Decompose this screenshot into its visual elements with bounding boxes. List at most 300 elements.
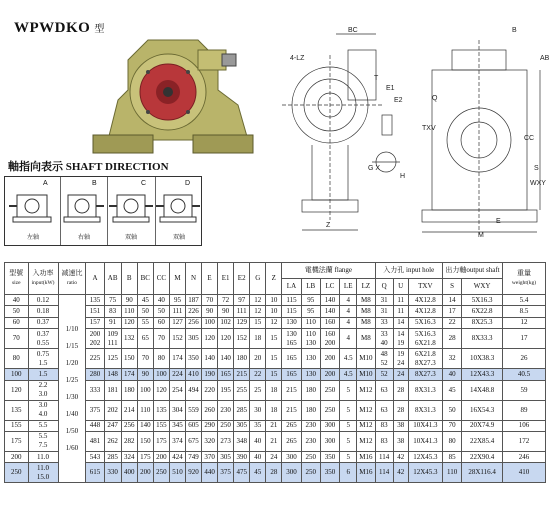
table-cell: M12 bbox=[357, 431, 375, 451]
table-cell: 181 bbox=[104, 380, 121, 400]
table-cell: 200 bbox=[320, 369, 339, 380]
table-cell: 5 bbox=[340, 431, 357, 451]
table-cell: 22 bbox=[442, 317, 461, 328]
table-cell: 11 bbox=[393, 306, 408, 317]
shaft-direction-diagram bbox=[4, 176, 202, 246]
shaft-panel-c: C 双轴 bbox=[107, 177, 156, 245]
table-cell: 4X12.8 bbox=[408, 306, 442, 317]
table-cell: 16X54.3 bbox=[462, 400, 503, 420]
table-cell: 285 bbox=[234, 400, 250, 420]
table-cell: 20 bbox=[250, 349, 266, 369]
table-cell: 33 bbox=[375, 317, 393, 328]
header-g: G bbox=[250, 263, 266, 295]
table-cell: 280 bbox=[86, 369, 104, 380]
table-cell: 110 bbox=[301, 317, 320, 328]
shaft-panel-b: B 右轴 bbox=[60, 177, 108, 245]
table-cell: 180 bbox=[301, 400, 320, 420]
table-cell: 15 bbox=[266, 349, 282, 369]
table-cell: 18 bbox=[250, 329, 266, 349]
header-cc: CC bbox=[153, 263, 169, 295]
table-cell: 481 bbox=[86, 431, 104, 451]
table-cell: 130 165 bbox=[282, 329, 301, 349]
table-cell: 40 bbox=[442, 369, 461, 380]
table-cell: 226 bbox=[185, 306, 201, 317]
svg-text:WXY: WXY bbox=[530, 180, 546, 187]
table-cell: 140 bbox=[218, 349, 234, 369]
table-cell: 132 bbox=[121, 329, 137, 349]
table-row bbox=[5, 329, 546, 349]
table-cell: 370 bbox=[202, 451, 218, 462]
gearbox-photo bbox=[88, 30, 256, 160]
table-cell: 8X31.3 bbox=[408, 400, 442, 420]
table-cell: 180 bbox=[301, 380, 320, 400]
table-cell: 100 bbox=[202, 317, 218, 328]
table-cell: 6 bbox=[340, 463, 357, 483]
table-cell: 250 bbox=[218, 420, 234, 431]
table-cell: 172 bbox=[502, 431, 545, 451]
table-cell: 255 bbox=[234, 380, 250, 400]
dimension-drawing bbox=[282, 20, 550, 240]
table-cell: 160 bbox=[320, 317, 339, 328]
table-cell: 28 bbox=[393, 400, 408, 420]
table-cell: 38 bbox=[393, 420, 408, 431]
table-row bbox=[5, 306, 546, 317]
table-cell: M16 bbox=[357, 463, 375, 483]
table-cell: 175 bbox=[153, 431, 169, 451]
table-cell: 24 bbox=[393, 369, 408, 380]
svg-text:E1: E1 bbox=[386, 85, 395, 92]
table-cell: 28 bbox=[442, 329, 461, 349]
table-cell: 95 bbox=[301, 306, 320, 317]
ratio-cell bbox=[58, 295, 86, 483]
table-cell: 59 bbox=[502, 380, 545, 400]
table-cell: 25 bbox=[250, 380, 266, 400]
table-cell: 70 bbox=[202, 295, 218, 306]
table-cell: 135 bbox=[5, 400, 29, 420]
table-cell: 3.0 4.0 bbox=[28, 400, 58, 420]
table-cell: 230 bbox=[301, 431, 320, 451]
table-cell: 28X116.4 bbox=[462, 463, 503, 483]
table-row bbox=[5, 463, 546, 483]
table-cell: 5 bbox=[340, 380, 357, 400]
table-cell: 40 bbox=[250, 451, 266, 462]
table-cell: 45 bbox=[250, 463, 266, 483]
table-cell: 305 bbox=[234, 420, 250, 431]
table-cell: 230 bbox=[218, 400, 234, 420]
header-la: LA bbox=[282, 279, 301, 295]
table-cell: 19 24 bbox=[393, 349, 408, 369]
table-cell: 5 bbox=[340, 420, 357, 431]
table-cell: 80 bbox=[442, 431, 461, 451]
table-cell: 202 bbox=[104, 400, 121, 420]
table-cell: 20X74.9 bbox=[462, 420, 503, 431]
table-cell: 256 bbox=[121, 420, 137, 431]
shaft-panel-d: D 双轴 bbox=[155, 177, 201, 245]
table-cell: 18 bbox=[266, 400, 282, 420]
table-cell: 8.5 bbox=[502, 306, 545, 317]
table-cell: 543 bbox=[86, 451, 104, 462]
svg-text:E: E bbox=[496, 218, 501, 225]
table-cell: 5.5 7.5 bbox=[28, 431, 58, 451]
header-e: E bbox=[202, 263, 218, 295]
header-txv: TXV bbox=[408, 279, 442, 295]
table-cell: 100 bbox=[5, 369, 29, 380]
table-cell: 215 bbox=[282, 380, 301, 400]
table-cell: 448 bbox=[86, 420, 104, 431]
table-cell: 22X90.4 bbox=[462, 451, 503, 462]
table-cell: 115 bbox=[282, 306, 301, 317]
table-cell: 10 bbox=[266, 306, 282, 317]
table-cell: 120 bbox=[153, 380, 169, 400]
table-cell: 15 bbox=[266, 369, 282, 380]
svg-text:E2: E2 bbox=[394, 97, 403, 104]
table-cell: 15 bbox=[266, 329, 282, 349]
table-cell: 38 bbox=[393, 431, 408, 451]
table-cell: 4X12.8 bbox=[408, 295, 442, 306]
table-row bbox=[5, 317, 546, 328]
table-cell: 50 bbox=[137, 306, 153, 317]
table-cell: M12 bbox=[357, 400, 375, 420]
table-cell: 348 bbox=[234, 431, 250, 451]
table-cell: 155 bbox=[153, 420, 169, 431]
table-cell: 224 bbox=[169, 369, 185, 380]
table-cell: 8X25.3 bbox=[462, 317, 503, 328]
table-cell: 10 bbox=[266, 295, 282, 306]
table-cell: 140 bbox=[202, 349, 218, 369]
ratio-value: 1/60 bbox=[65, 443, 79, 452]
table-cell: 70 bbox=[442, 420, 461, 431]
table-cell: 45 bbox=[442, 380, 461, 400]
svg-text:H: H bbox=[400, 173, 406, 180]
table-cell: 214 bbox=[121, 400, 137, 420]
ratio-value: 1/25 bbox=[65, 375, 79, 384]
header-z: Z bbox=[266, 263, 282, 295]
table-cell: M10 bbox=[357, 349, 375, 369]
svg-text:BC: BC bbox=[348, 27, 358, 34]
table-cell: 91 bbox=[104, 317, 121, 328]
svg-text:CC: CC bbox=[524, 135, 535, 142]
table-row bbox=[5, 380, 546, 400]
table-cell: 5X16.3 bbox=[462, 295, 503, 306]
table-cell: M12 bbox=[357, 420, 375, 431]
table-cell: 282 bbox=[121, 431, 137, 451]
table-cell: 510 bbox=[169, 463, 185, 483]
table-cell: 215 bbox=[282, 400, 301, 420]
table-cell: 5X16.3 bbox=[408, 317, 442, 328]
table-cell: 26 bbox=[502, 349, 545, 369]
table-row bbox=[5, 420, 546, 431]
table-cell: 12X45.3 bbox=[408, 463, 442, 483]
table-cell: 225 bbox=[86, 349, 104, 369]
table-cell: 304 bbox=[169, 400, 185, 420]
table-cell: 50 bbox=[153, 306, 169, 317]
table-cell: 300 bbox=[282, 463, 301, 483]
table-cell: 110 bbox=[137, 400, 153, 420]
table-cell: 424 bbox=[169, 451, 185, 462]
table-cell: 157 bbox=[86, 317, 104, 328]
header-bc: BC bbox=[137, 263, 153, 295]
ratio-value: 1/30 bbox=[65, 392, 79, 401]
table-cell: 24 bbox=[266, 451, 282, 462]
table-cell: 410 bbox=[185, 369, 201, 380]
table-cell: 14 bbox=[393, 317, 408, 328]
table-cell: 75 bbox=[104, 295, 121, 306]
table-cell: 22X85.4 bbox=[462, 431, 503, 451]
table-cell: 190 bbox=[202, 369, 218, 380]
table-cell: 60 bbox=[5, 317, 29, 328]
table-cell: 120 bbox=[121, 317, 137, 328]
svg-text:TXV: TXV bbox=[422, 125, 436, 132]
table-cell: 0.75 1.5 bbox=[28, 349, 58, 369]
table-cell: 165 bbox=[218, 369, 234, 380]
table-cell: 151 bbox=[86, 306, 104, 317]
table-cell: 374 bbox=[169, 431, 185, 451]
table-cell: 1.5 bbox=[28, 369, 58, 380]
table-cell: 12X43.3 bbox=[462, 369, 503, 380]
table-cell: M10 bbox=[357, 369, 375, 380]
table-cell: 152 bbox=[169, 329, 185, 349]
table-cell: 265 bbox=[282, 431, 301, 451]
table-cell: 35 bbox=[250, 420, 266, 431]
table-cell: 152 bbox=[234, 329, 250, 349]
table-cell: 148 bbox=[104, 369, 121, 380]
header-input: 入功率 input(kW) bbox=[28, 263, 58, 295]
table-cell: 10X41.3 bbox=[408, 420, 442, 431]
svg-text:G X: G X bbox=[368, 165, 381, 172]
header-lz: LZ bbox=[357, 279, 375, 295]
table-cell: 17 bbox=[442, 306, 461, 317]
table-cell: 0.37 bbox=[28, 317, 58, 328]
table-cell: 17 bbox=[502, 329, 545, 349]
table-cell: 110 bbox=[442, 463, 461, 483]
table-row bbox=[5, 369, 546, 380]
table-cell: 230 bbox=[301, 420, 320, 431]
table-cell: 920 bbox=[185, 463, 201, 483]
table-cell: 90 bbox=[137, 369, 153, 380]
table-cell: 200 bbox=[5, 451, 29, 462]
header-q: Q bbox=[375, 279, 393, 295]
table-cell: 130 bbox=[301, 369, 320, 380]
table-cell: 320 bbox=[202, 431, 218, 451]
table-cell: 21 bbox=[266, 431, 282, 451]
table-cell: 130 bbox=[282, 317, 301, 328]
table-cell: 63 bbox=[375, 400, 393, 420]
table-cell: 90 bbox=[202, 306, 218, 317]
table-cell: 180 bbox=[121, 380, 137, 400]
svg-text:Q: Q bbox=[432, 95, 438, 102]
table-cell: 305 bbox=[218, 451, 234, 462]
table-cell: 111 bbox=[169, 306, 185, 317]
ratio-value: 1/15 bbox=[65, 341, 79, 350]
table-cell: 140 bbox=[320, 295, 339, 306]
header-a: A bbox=[86, 263, 104, 295]
header-le: LE bbox=[340, 279, 357, 295]
header-b: B bbox=[121, 263, 137, 295]
table-cell: 114 bbox=[375, 451, 393, 462]
table-cell: 109 111 bbox=[104, 329, 121, 349]
table-cell: 60 bbox=[153, 317, 169, 328]
table-cell: 5 bbox=[340, 451, 357, 462]
table-cell: 14 bbox=[442, 295, 461, 306]
header-lb: LB bbox=[301, 279, 320, 295]
table-row bbox=[5, 400, 546, 420]
table-cell: 42 bbox=[393, 463, 408, 483]
table-cell: 265 bbox=[282, 420, 301, 431]
header-input-hole: 入力孔 input hole bbox=[375, 263, 442, 279]
ratio-value: 1/20 bbox=[65, 358, 79, 367]
table-cell: 90 bbox=[218, 306, 234, 317]
table-cell: M8 bbox=[357, 306, 375, 317]
table-cell: 8X27.3 bbox=[408, 369, 442, 380]
table-cell: 160 200 bbox=[320, 329, 339, 349]
table-cell: 4 bbox=[340, 317, 357, 328]
table-cell: 250 bbox=[5, 463, 29, 483]
table-cell: 440 bbox=[202, 463, 218, 483]
table-cell: 120 bbox=[218, 329, 234, 349]
table-cell: 0.37 0.55 bbox=[28, 329, 58, 349]
table-cell: 250 bbox=[301, 451, 320, 462]
table-cell: 22 bbox=[250, 369, 266, 380]
table-cell: 5X16.3 6X21.8 bbox=[408, 329, 442, 349]
table-cell: 350 bbox=[320, 451, 339, 462]
table-cell: 8X33.3 bbox=[462, 329, 503, 349]
table-cell: 324 bbox=[121, 451, 137, 462]
table-cell: 130 bbox=[301, 349, 320, 369]
table-cell: 180 bbox=[234, 349, 250, 369]
table-cell: 140 bbox=[320, 306, 339, 317]
table-cell: 48 52 bbox=[375, 349, 393, 369]
table-cell: 4 bbox=[340, 329, 357, 349]
table-cell: 4.5 bbox=[340, 349, 357, 369]
table-cell: 33 40 bbox=[375, 329, 393, 349]
header-ab: AB bbox=[104, 263, 121, 295]
table-cell: 215 bbox=[234, 369, 250, 380]
svg-text:M: M bbox=[478, 232, 484, 239]
table-cell: 50 bbox=[5, 306, 29, 317]
table-cell: 100 bbox=[153, 369, 169, 380]
table-cell: 30 bbox=[250, 400, 266, 420]
header-wxy: WXY bbox=[462, 279, 503, 295]
table-cell: 135 bbox=[153, 400, 169, 420]
table-cell: 21 bbox=[266, 420, 282, 431]
table-cell: 11.0 bbox=[28, 451, 58, 462]
table-cell: 410 bbox=[502, 463, 545, 483]
table-cell: 246 bbox=[502, 451, 545, 462]
table-cell: 55 bbox=[137, 317, 153, 328]
table-cell: 175 bbox=[137, 451, 153, 462]
table-row bbox=[5, 349, 546, 369]
table-cell: 110 130 bbox=[301, 329, 320, 349]
header-m: M bbox=[169, 263, 185, 295]
table-row bbox=[5, 431, 546, 451]
table-cell: 115 bbox=[282, 295, 301, 306]
table-cell: 28 bbox=[393, 380, 408, 400]
table-cell: 200 bbox=[137, 463, 153, 483]
table-cell: 18 bbox=[266, 380, 282, 400]
table-cell: 0.18 bbox=[28, 306, 58, 317]
table-cell: 300 bbox=[282, 451, 301, 462]
table-cell: 10X38.3 bbox=[462, 349, 503, 369]
header-s: S bbox=[442, 279, 461, 295]
table-cell: 195 bbox=[218, 380, 234, 400]
table-cell: 63 bbox=[375, 380, 393, 400]
header-u: U bbox=[393, 279, 408, 295]
table-cell: 80 bbox=[153, 349, 169, 369]
table-cell: 11 bbox=[393, 295, 408, 306]
table-cell: 250 bbox=[320, 400, 339, 420]
table-cell: 330 bbox=[104, 463, 121, 483]
table-cell: 300 bbox=[320, 420, 339, 431]
table-cell: 0.12 bbox=[28, 295, 58, 306]
table-cell: 615 bbox=[86, 463, 104, 483]
table-cell: 80 bbox=[5, 349, 29, 369]
header-flange: 電機法蘭 flange bbox=[282, 263, 375, 279]
table-cell: 165 bbox=[282, 369, 301, 380]
table-cell: 97 bbox=[234, 295, 250, 306]
table-cell: 187 bbox=[185, 295, 201, 306]
table-cell: 45 bbox=[137, 295, 153, 306]
svg-text:S: S bbox=[534, 165, 539, 172]
table-cell: 40 bbox=[153, 295, 169, 306]
table-cell: 333 bbox=[86, 380, 104, 400]
table-cell: 8X31.3 bbox=[408, 380, 442, 400]
table-cell: 72 bbox=[218, 295, 234, 306]
table-cell: 6X21.8 8X27.3 bbox=[408, 349, 442, 369]
table-cell: 273 bbox=[218, 431, 234, 451]
table-cell: 14 19 bbox=[393, 329, 408, 349]
table-cell: 102 bbox=[218, 317, 234, 328]
table-cell: 83 bbox=[375, 431, 393, 451]
table-cell: 127 bbox=[169, 317, 185, 328]
table-cell: 11.0 15.0 bbox=[28, 463, 58, 483]
table-cell: 345 bbox=[169, 420, 185, 431]
table-cell: 200 bbox=[320, 349, 339, 369]
table-cell: 14X48.8 bbox=[462, 380, 503, 400]
table-cell: 2.2 3.0 bbox=[28, 380, 58, 400]
header-n: N bbox=[185, 263, 201, 295]
table-cell: 250 bbox=[301, 463, 320, 483]
table-cell: 256 bbox=[185, 317, 201, 328]
svg-text:T: T bbox=[374, 75, 379, 82]
table-cell: 494 bbox=[185, 380, 201, 400]
table-cell: 290 bbox=[202, 420, 218, 431]
table-cell: 125 bbox=[104, 349, 121, 369]
header-size: 型號 size bbox=[5, 263, 29, 295]
table-cell: 262 bbox=[104, 431, 121, 451]
table-cell: 375 bbox=[86, 400, 104, 420]
table-cell: 675 bbox=[185, 431, 201, 451]
table-cell: 120 bbox=[202, 329, 218, 349]
table-cell: 12 bbox=[266, 317, 282, 328]
table-cell: 250 bbox=[320, 380, 339, 400]
table-cell: 390 bbox=[234, 451, 250, 462]
header-ratio: 减速比 ratio bbox=[58, 263, 86, 295]
table-cell: 40.5 bbox=[502, 369, 545, 380]
table-cell: 15 bbox=[250, 317, 266, 328]
header-e1: E1 bbox=[218, 263, 234, 295]
table-cell: 10X41.3 bbox=[408, 431, 442, 451]
table-cell: 260 bbox=[202, 400, 218, 420]
table-cell: 12X45.3 bbox=[408, 451, 442, 462]
header-weight: 重量 weight(kg) bbox=[502, 263, 545, 295]
table-cell: 129 bbox=[234, 317, 250, 328]
table-cell: 52 bbox=[375, 369, 393, 380]
table-cell: 5.4 bbox=[502, 295, 545, 306]
header-lc: LC bbox=[320, 279, 339, 295]
table-cell: 135 bbox=[86, 295, 104, 306]
table-cell: 350 bbox=[320, 463, 339, 483]
table-cell: 400 bbox=[121, 463, 137, 483]
